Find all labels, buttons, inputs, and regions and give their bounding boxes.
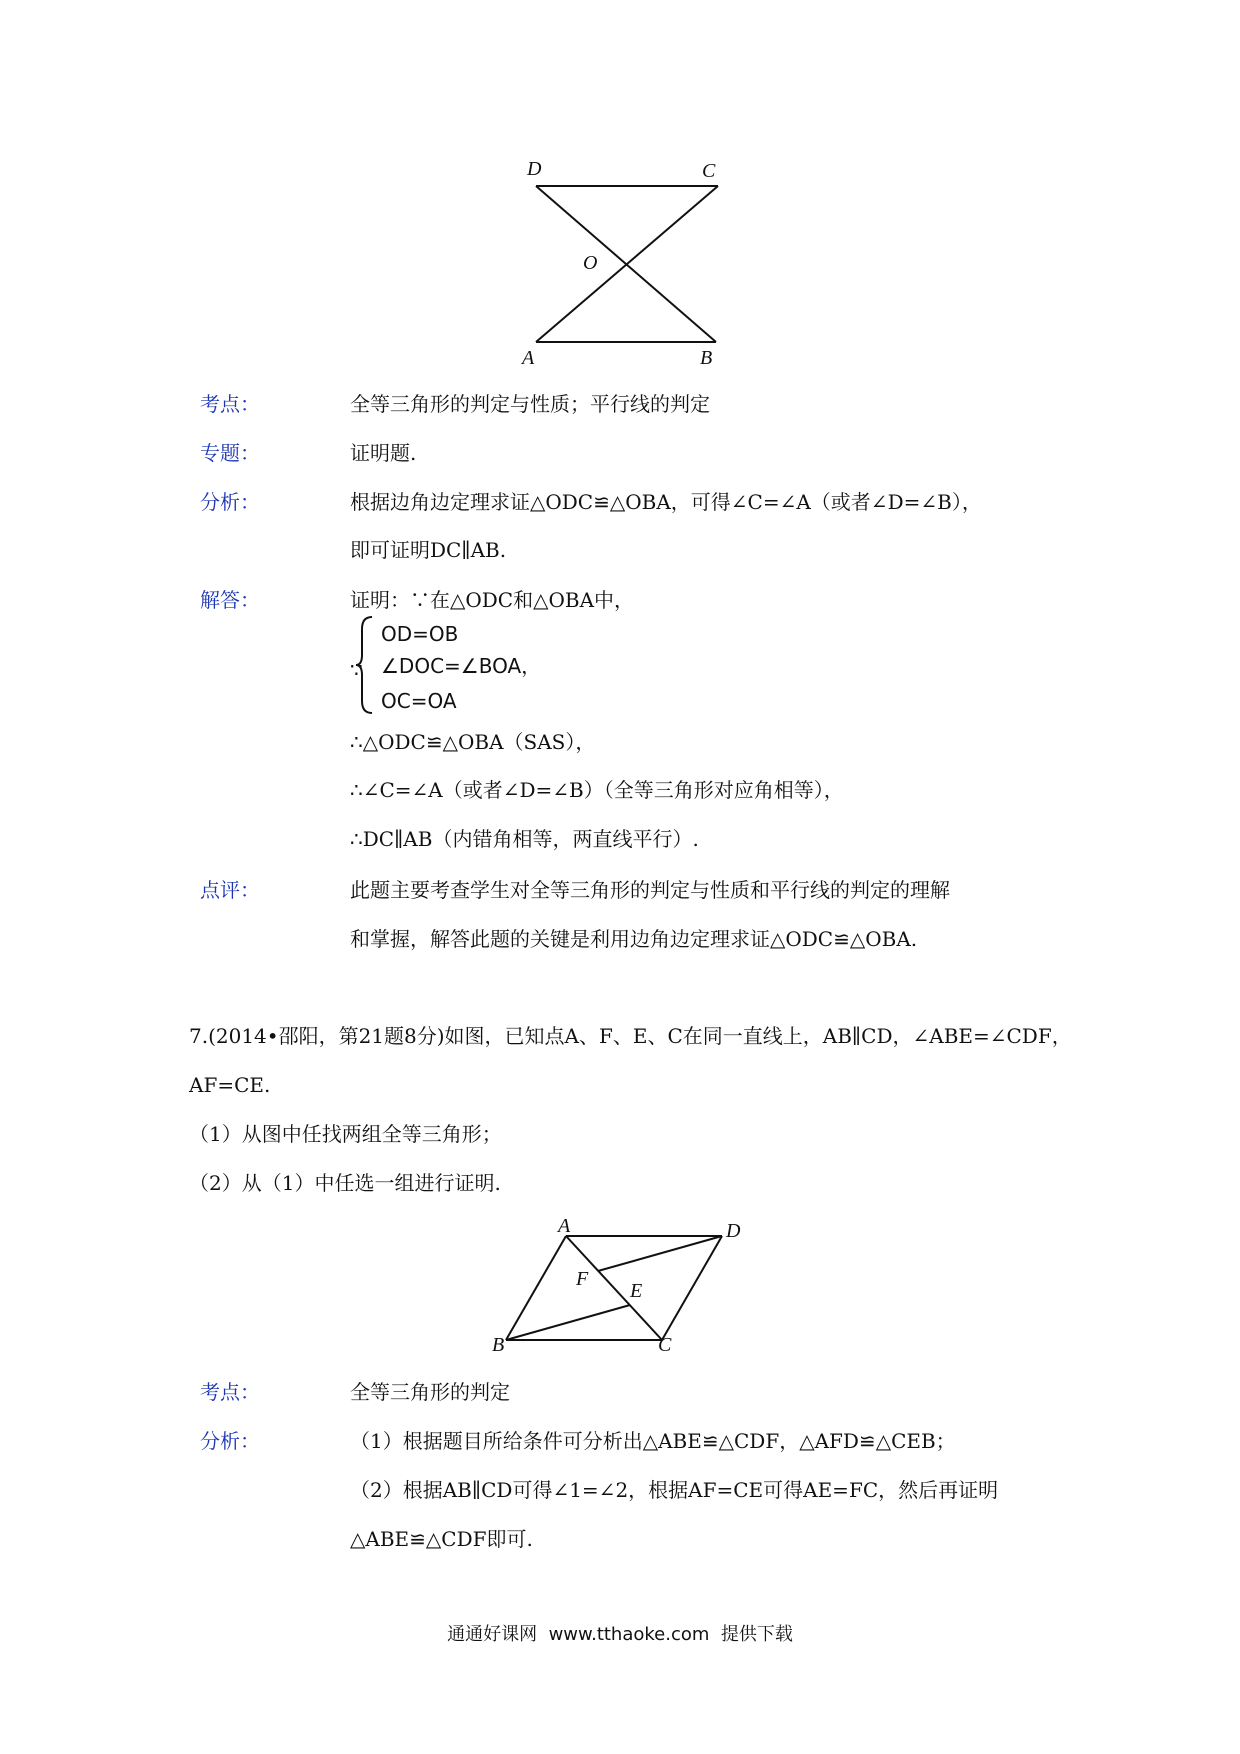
- fig2-label-b: B: [492, 1334, 505, 1356]
- system-row-2: ∠DOC=∠BOA，: [381, 654, 542, 678]
- fig1-label-c: C: [702, 160, 716, 182]
- fenxi-line-1: 根据边角边定理求证△ODC≌△OBA，可得∠C=∠A（或者∠D=∠B），: [350, 490, 982, 514]
- segment-dc: [662, 1236, 722, 1340]
- fenxi2-line-2: （2）根据AB∥CD可得∠1=∠2，根据AF=CE可得AE=FC，然后再证明: [350, 1478, 999, 1502]
- fig1-label-a: A: [522, 347, 535, 369]
- problem7-line-2: AF=CE.: [189, 1073, 271, 1097]
- step-1: ∴△ODC≌△OBA（SAS），: [350, 730, 596, 754]
- fenxi-line-2: 即可证明DC∥AB.: [350, 538, 507, 562]
- fig2-label-d: D: [726, 1220, 741, 1242]
- page-footer: 通通好课网 www.tthaoke.com 提供下载: [447, 1624, 793, 1645]
- zhuanti-text: 证明题.: [350, 441, 417, 465]
- zhuanti-label: 专题：: [200, 441, 260, 465]
- kaodian2-label: 考点：: [200, 1380, 260, 1404]
- fig2-label-a: A: [558, 1215, 571, 1237]
- segment-df: [598, 1236, 722, 1271]
- fig2-label-c: C: [658, 1334, 672, 1356]
- figure-bowtie-diagram: [520, 160, 740, 370]
- fig1-label-d: D: [527, 158, 542, 180]
- fig2-label-f: F: [576, 1268, 589, 1290]
- fig2-label-e: E: [630, 1280, 643, 1302]
- fenxi-label: 分析：: [200, 490, 260, 514]
- dianping-line-1: 此题主要考查学生对全等三角形的判定与性质和平行线的判定的理解: [350, 878, 950, 902]
- problem7-part-1: （1）从图中任找两组全等三角形；: [189, 1122, 502, 1146]
- segment-ab: [506, 1236, 566, 1340]
- system-brace: [354, 615, 376, 715]
- jieda-intro: 证明：∵在△ODC和△OBA中，: [350, 588, 635, 612]
- fig1-label-b: B: [700, 347, 713, 369]
- fig1-label-o: O: [583, 252, 598, 274]
- kaodian-label: 考点：: [200, 392, 260, 416]
- figure-parallelogram-diagram: [490, 1220, 750, 1360]
- because-symbol: ∵: [350, 658, 363, 682]
- step-3: ∴DC∥AB（内错角相等，两直线平行）.: [350, 827, 699, 851]
- system-row-1: OD=OB: [381, 622, 459, 646]
- step-2: ∴∠C=∠A（或者∠D=∠B）（全等三角形对应角相等），: [350, 778, 844, 802]
- kaodian-text: 全等三角形的判定与性质；平行线的判定: [350, 392, 710, 416]
- system-row-3: OC=OA: [381, 689, 457, 713]
- dianping-label: 点评：: [200, 878, 260, 902]
- jieda-label: 解答：: [200, 588, 260, 612]
- problem7-part-2: （2）从（1）中任选一组进行证明.: [189, 1171, 501, 1195]
- fenxi2-label: 分析：: [200, 1429, 260, 1453]
- dianping-line-2: 和掌握，解答此题的关键是利用边角边定理求证△ODC≌△OBA.: [350, 927, 918, 951]
- fenxi2-line-1: （1）根据题目所给条件可分析出△ABE≌△CDF，△AFD≌△CEB；: [350, 1429, 956, 1453]
- fenxi2-line-3: △ABE≌△CDF即可.: [350, 1527, 533, 1551]
- segment-be: [506, 1305, 630, 1340]
- kaodian2-text: 全等三角形的判定: [350, 1380, 510, 1404]
- problem7-line-1: 7.(2014•邵阳，第21题8分)如图，已知点A、F、E、C在同一直线上，AB∥CD，∠ABE=∠CDF，: [189, 1024, 1072, 1048]
